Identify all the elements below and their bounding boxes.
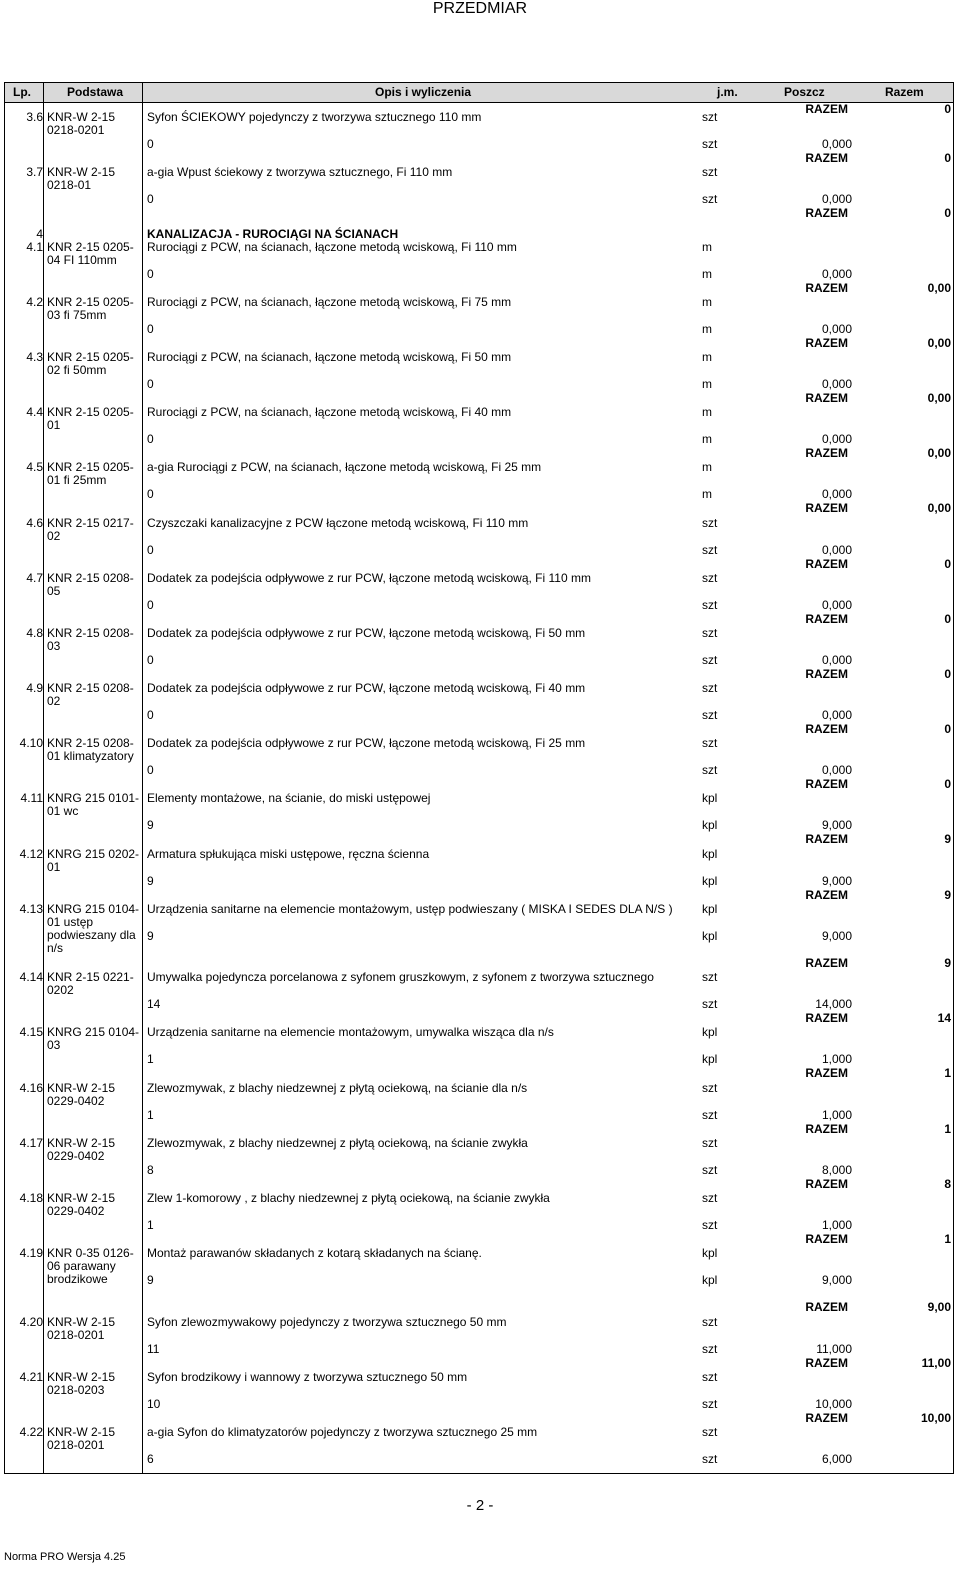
item-razem-value: 9 [944, 832, 951, 846]
item-basis: KNRG 215 0101-01 wc [47, 791, 140, 818]
header-podstawa: Podstawa [67, 85, 124, 99]
item-number: 4.21 [19, 1370, 43, 1384]
item-poszcz-value: 0,000 [821, 432, 852, 446]
item-quantity: 0 [147, 487, 154, 501]
item-basis: KNR 2-15 0208-05 [47, 571, 134, 598]
item-quantity: 8 [147, 1163, 154, 1177]
item-unit: szt [702, 165, 718, 179]
item-description: Zlew 1-komorowy , z blachy niedzewnej z płytą ociekową, na ścianie zwykła [147, 1191, 550, 1205]
item-basis: KNR 2-15 0205-04 FI 110mm [47, 240, 134, 267]
item-quantity-unit: m [702, 322, 712, 336]
item-unit: m [702, 295, 712, 309]
item-unit: szt [702, 1191, 718, 1205]
item-razem-value: 0 [944, 612, 951, 626]
item-number: 4.13 [19, 902, 43, 916]
item-quantity-unit: m [702, 267, 712, 281]
item-number: 4.9 [26, 681, 43, 695]
header-poszcz: Poszcz [784, 85, 825, 99]
item-poszcz-value: 1,000 [821, 1052, 852, 1066]
item-basis: KNR 2-15 0221-0202 [47, 970, 134, 997]
item-basis: KNR-W 2-15 0218-01 [47, 165, 116, 192]
item-razem-value: 0 [944, 151, 951, 165]
item-razem-label: RAZEM [805, 888, 848, 902]
item-quantity: 9 [147, 929, 154, 943]
item-quantity: 11 [147, 1342, 160, 1356]
item-quantity-unit: szt [702, 1108, 718, 1122]
item-razem-value: 0,00 [927, 281, 951, 295]
item-quantity: 10 [147, 1397, 161, 1411]
item-basis: KNR 2-15 0205-01 fi 25mm [47, 460, 134, 487]
item-poszcz-value: 6,000 [821, 1452, 852, 1466]
item-description: Armatura spłukująca miski ustępowe, ręczna ścienna [147, 847, 430, 861]
column-divider [43, 83, 44, 1473]
item-unit: m [702, 405, 712, 419]
item-unit: szt [702, 736, 718, 750]
item-quantity-unit: szt [702, 1397, 718, 1411]
item-poszcz-value: 0,000 [821, 322, 852, 336]
item-unit: m [702, 460, 712, 474]
item-razem-label: RAZEM [805, 151, 848, 165]
item-number: 4.11 [20, 791, 43, 805]
item-poszcz-value: 9,000 [821, 818, 852, 832]
item-unit: szt [702, 681, 718, 695]
item-unit: kpl [702, 847, 718, 861]
item-razem-value: 0,00 [927, 446, 951, 460]
item-basis: KNR-W 2-15 0229-0402 [47, 1136, 116, 1163]
item-unit: kpl [702, 902, 718, 916]
item-description: Urządzenia sanitarne na elemencie montażowym, umywalka wisząca dla n/s [147, 1025, 554, 1039]
item-razem-value: 9 [944, 888, 951, 902]
top-razem-label: RAZEM [805, 102, 848, 116]
item-quantity: 0 [147, 192, 154, 206]
item-quantity: 6 [147, 1452, 154, 1466]
section-title: KANALIZACJA - RUROCIĄGI NA ŚCIANACH [147, 227, 399, 241]
item-razem-value: 0 [944, 557, 951, 571]
footer-software: Norma PRO Wersja 4.25 [4, 1551, 126, 1563]
item-razem-value: 0,00 [927, 336, 951, 350]
item-basis: KNR 2-15 0205-03 fi 75mm [47, 295, 134, 322]
item-quantity: 0 [147, 653, 154, 667]
item-number: 4.15 [19, 1025, 43, 1039]
item-description: a-gia Wpust ściekowy z tworzywa sztucznego, Fi 110 mm [147, 165, 453, 179]
item-quantity: 1 [147, 1108, 154, 1122]
item-poszcz-value: 0,000 [821, 487, 852, 501]
item-description: Rurociągi z PCW, na ścianach, łączone metodą wciskową, Fi 110 mm [147, 240, 517, 254]
item-razem-value: 0,00 [927, 501, 951, 515]
item-razem-label: RAZEM [805, 667, 848, 681]
item-razem-label: RAZEM [805, 1011, 848, 1025]
item-unit: szt [702, 626, 718, 640]
top-razem-value: 0 [944, 102, 951, 116]
item-razem-value: 0 [944, 206, 951, 220]
item-quantity: 0 [147, 708, 154, 722]
item-description: Czyszczaki kanalizacyjne z PCW łączone metodą wciskową, Fi 110 mm [147, 516, 529, 530]
item-poszcz-value: 14,000 [815, 997, 852, 1011]
page-number: - 2 - [466, 1497, 494, 1514]
item-quantity-unit: kpl [702, 818, 718, 832]
item-unit: szt [702, 970, 718, 984]
item-number: 4.22 [19, 1425, 43, 1439]
item-razem-label: RAZEM [805, 956, 848, 970]
item-quantity-unit: kpl [702, 874, 718, 888]
item-razem-value: 0 [944, 722, 951, 736]
item-razem-label: RAZEM [805, 281, 848, 295]
section-number: 4 [36, 227, 43, 241]
item-razem-value: 9,00 [927, 1300, 951, 1314]
item-description: a-gia Rurociągi z PCW, na ścianach, łączone metodą wciskową, Fi 25 mm [147, 460, 542, 474]
item-description: Zlewozmywak, z blachy niedzewnej z płytą ociekową, na ścianie dla n/s [147, 1081, 528, 1095]
item-description: Dodatek za podejścia odpływowe z rur PCW, łączone metodą wciskową, Fi 50 mm [147, 626, 586, 640]
item-description: Umywalka pojedyncza porcelanowa z syfonem gruszkowym, z syfonem z tworzywa sztucznego [147, 970, 654, 984]
item-description: Urządzenia sanitarne na elemencie montażowym, ustęp podwieszany ( MISKA I SEDES DLA N/S ) [147, 902, 673, 916]
item-basis: KNR 2-15 0208-02 [47, 681, 134, 708]
item-quantity-unit: szt [702, 543, 718, 557]
item-quantity-unit: szt [702, 1342, 718, 1356]
item-razem-value: 8 [944, 1177, 951, 1191]
item-poszcz-value: 0,000 [821, 653, 852, 667]
item-quantity-unit: szt [702, 1452, 718, 1466]
item-number: 4.4 [26, 405, 43, 419]
item-poszcz-value: 0,000 [821, 763, 852, 777]
item-number: 4.19 [19, 1246, 43, 1260]
item-number: 4.7 [26, 571, 43, 585]
item-poszcz-value: 9,000 [821, 1273, 852, 1287]
item-quantity-unit: szt [702, 763, 718, 777]
item-quantity: 0 [147, 137, 154, 151]
item-number: 4.16 [19, 1081, 43, 1095]
item-description: Syfon ŚCIEKOWY pojedynczy z tworzywa sztucznego 110 mm [147, 110, 482, 124]
item-description: Dodatek za podejścia odpływowe z rur PCW, łączone metodą wciskową, Fi 110 mm [147, 571, 591, 585]
document-title: PRZEDMIAR [432, 0, 528, 17]
item-number: 4.6 [26, 516, 43, 530]
item-number: 4.12 [19, 847, 43, 861]
item-quantity-unit: szt [702, 997, 718, 1011]
item-poszcz-value: 1,000 [821, 1108, 852, 1122]
item-razem-label: RAZEM [805, 1066, 848, 1080]
item-razem-label: RAZEM [805, 1411, 848, 1425]
item-poszcz-value: 1,000 [821, 1218, 852, 1232]
item-quantity: 1 [147, 1218, 154, 1232]
item-razem-label: RAZEM [805, 446, 848, 460]
item-basis: KNR-W 2-15 0229-0402 [47, 1081, 116, 1108]
item-quantity-unit: szt [702, 598, 718, 612]
item-unit: szt [702, 1370, 718, 1384]
item-basis: KNR 2-15 0208-03 [47, 626, 134, 653]
item-basis: KNR 2-15 0217-02 [47, 516, 134, 543]
item-razem-label: RAZEM [805, 336, 848, 350]
table-body [5, 103, 953, 1473]
item-unit: kpl [702, 791, 718, 805]
item-poszcz-value: 0,000 [821, 543, 852, 557]
item-number: 4.14 [19, 970, 43, 984]
item-razem-value: 1 [944, 1066, 951, 1080]
item-quantity-unit: m [702, 377, 712, 391]
item-razem-value: 9 [944, 956, 951, 970]
item-basis: KNR-W 2-15 0218-0201 [47, 110, 116, 137]
item-number: 4.18 [19, 1191, 43, 1205]
item-razem-label: RAZEM [805, 1122, 848, 1136]
item-number: 3.6 [26, 110, 43, 124]
item-unit: m [702, 240, 712, 254]
item-poszcz-value: 0,000 [821, 137, 852, 151]
item-quantity: 0 [147, 432, 154, 446]
item-basis: KNR-W 2-15 0218-0201 [47, 1315, 116, 1342]
item-unit: szt [702, 1081, 718, 1095]
item-number: 3.7 [26, 165, 43, 179]
item-description: Rurociągi z PCW, na ścianach, łączone metodą wciskową, Fi 75 mm [147, 295, 512, 309]
item-quantity: 0 [147, 322, 154, 336]
item-description: Zlewozmywak, z blachy niedzewnej z płytą ociekową, na ścianie zwykła [147, 1136, 528, 1150]
item-quantity-unit: szt [702, 653, 718, 667]
item-quantity-unit: szt [702, 137, 718, 151]
item-razem-label: RAZEM [805, 1177, 848, 1191]
header-opis: Opis i wyliczenia [375, 85, 472, 99]
item-razem-label: RAZEM [805, 1232, 848, 1246]
item-poszcz-value: 9,000 [821, 874, 852, 888]
item-poszcz-value: 10,000 [815, 1397, 852, 1411]
item-quantity-unit: szt [702, 192, 718, 206]
item-unit: szt [702, 1315, 718, 1329]
item-razem-label: RAZEM [805, 391, 848, 405]
item-razem-label: RAZEM [805, 1300, 848, 1314]
item-poszcz-value: 0,000 [821, 192, 852, 206]
item-number: 4.20 [19, 1315, 43, 1329]
item-unit: szt [702, 1425, 718, 1439]
item-basis: KNR-W 2-15 0218-0201 [47, 1425, 116, 1452]
item-razem-value: 1 [944, 1232, 951, 1246]
item-quantity: 9 [147, 874, 154, 888]
item-unit: szt [702, 571, 718, 585]
item-number: 4.17 [19, 1136, 43, 1150]
item-razem-value: 0,00 [927, 391, 951, 405]
item-quantity-unit: szt [702, 708, 718, 722]
item-number: 4.3 [26, 350, 43, 364]
item-quantity-unit: kpl [702, 1052, 718, 1066]
item-quantity: 0 [147, 598, 154, 612]
header-jm: j.m. [717, 85, 738, 99]
item-description: Dodatek za podejścia odpływowe z rur PCW, łączone metodą wciskową, Fi 40 mm [147, 681, 586, 695]
item-description: Elementy montażowe, na ścianie, do miski ustępowej [147, 791, 431, 805]
header-lp: Lp. [13, 85, 31, 99]
item-description: a-gia Syfon do klimatyzatorów pojedynczy z tworzywa sztucznego 25 mm [147, 1425, 538, 1439]
item-quantity-unit: szt [702, 1163, 718, 1177]
table-header [5, 83, 953, 103]
item-unit: kpl [702, 1025, 718, 1039]
item-description: Dodatek za podejścia odpływowe z rur PCW, łączone metodą wciskową, Fi 25 mm [147, 736, 586, 750]
item-description: Rurociągi z PCW, na ścianach, łączone metodą wciskową, Fi 50 mm [147, 350, 512, 364]
column-divider [142, 83, 143, 1473]
item-unit: szt [702, 516, 718, 530]
item-number: 4.2 [26, 295, 43, 309]
item-poszcz-value: 0,000 [821, 598, 852, 612]
bill-of-quantities-table [4, 82, 954, 1474]
item-description: Syfon zlewozmywakowy pojedynczy z tworzywa sztucznego 50 mm [147, 1315, 507, 1329]
item-quantity-unit: szt [702, 1218, 718, 1232]
item-basis: KNR 2-15 0205-02 fi 50mm [47, 350, 134, 377]
item-basis: KNR-W 2-15 0218-0203 [47, 1370, 116, 1397]
item-quantity-unit: kpl [702, 1273, 718, 1287]
item-quantity: 9 [147, 818, 154, 832]
item-razem-label: RAZEM [805, 832, 848, 846]
item-unit: m [702, 350, 712, 364]
item-basis: KNR 2-15 0205-01 [47, 405, 134, 432]
item-razem-value: 11,00 [921, 1356, 951, 1370]
item-basis: KNRG 215 0104-03 [47, 1025, 140, 1052]
item-razem-value: 0 [944, 667, 951, 681]
item-basis: KNRG 215 0202-01 [47, 847, 140, 874]
item-poszcz-value: 0,000 [821, 377, 852, 391]
item-poszcz-value: 8,000 [821, 1163, 852, 1177]
item-unit: szt [702, 1136, 718, 1150]
item-quantity: 1 [147, 1052, 154, 1066]
item-quantity: 0 [147, 543, 154, 557]
item-razem-label: RAZEM [805, 206, 848, 220]
item-quantity: 0 [147, 267, 154, 281]
item-quantity-unit: kpl [702, 929, 718, 943]
header-razem: Razem [885, 85, 924, 99]
item-quantity: 0 [147, 763, 154, 777]
item-basis: KNR-W 2-15 0229-0402 [47, 1191, 116, 1218]
item-razem-label: RAZEM [805, 1356, 848, 1370]
item-quantity: 0 [147, 377, 154, 391]
item-unit: szt [702, 110, 718, 124]
item-razem-label: RAZEM [805, 612, 848, 626]
item-razem-value: 10,00 [920, 1411, 951, 1425]
item-razem-label: RAZEM [805, 557, 848, 571]
item-quantity: 9 [147, 1273, 154, 1287]
item-unit: kpl [702, 1246, 718, 1260]
item-poszcz-value: 9,000 [821, 929, 852, 943]
item-quantity-unit: m [702, 487, 712, 501]
item-number: 4.8 [26, 626, 43, 640]
item-poszcz-value: 0,000 [821, 708, 852, 722]
item-razem-label: RAZEM [805, 501, 848, 515]
item-quantity: 14 [147, 997, 161, 1011]
item-basis: KNR 2-15 0208-01 klimatyzatory [47, 736, 134, 763]
item-description: Syfon brodzikowy i wannowy z tworzywa sztucznego 50 mm [147, 1370, 468, 1384]
item-basis: KNRG 215 0104-01 ustęp podwieszany dla n/s [47, 902, 140, 955]
item-poszcz-value: 0,000 [821, 267, 852, 281]
item-razem-value: 0 [944, 777, 951, 791]
item-razem-label: RAZEM [805, 722, 848, 736]
item-razem-value: 1 [944, 1122, 951, 1136]
item-description: Rurociągi z PCW, na ścianach, łączone metodą wciskową, Fi 40 mm [147, 405, 512, 419]
item-quantity-unit: m [702, 432, 712, 446]
item-number: 4.1 [26, 240, 43, 254]
item-razem-value: 14 [937, 1011, 951, 1025]
item-number: 4.5 [26, 460, 43, 474]
item-razem-label: RAZEM [805, 777, 848, 791]
item-basis: KNR 0-35 0126-06 parawany brodzikowe [47, 1246, 134, 1286]
item-number: 4.10 [19, 736, 43, 750]
item-poszcz-value: 11,000 [816, 1342, 852, 1356]
item-description: Montaż parawanów składanych z kotarą składanych na ścianę. [147, 1246, 482, 1260]
